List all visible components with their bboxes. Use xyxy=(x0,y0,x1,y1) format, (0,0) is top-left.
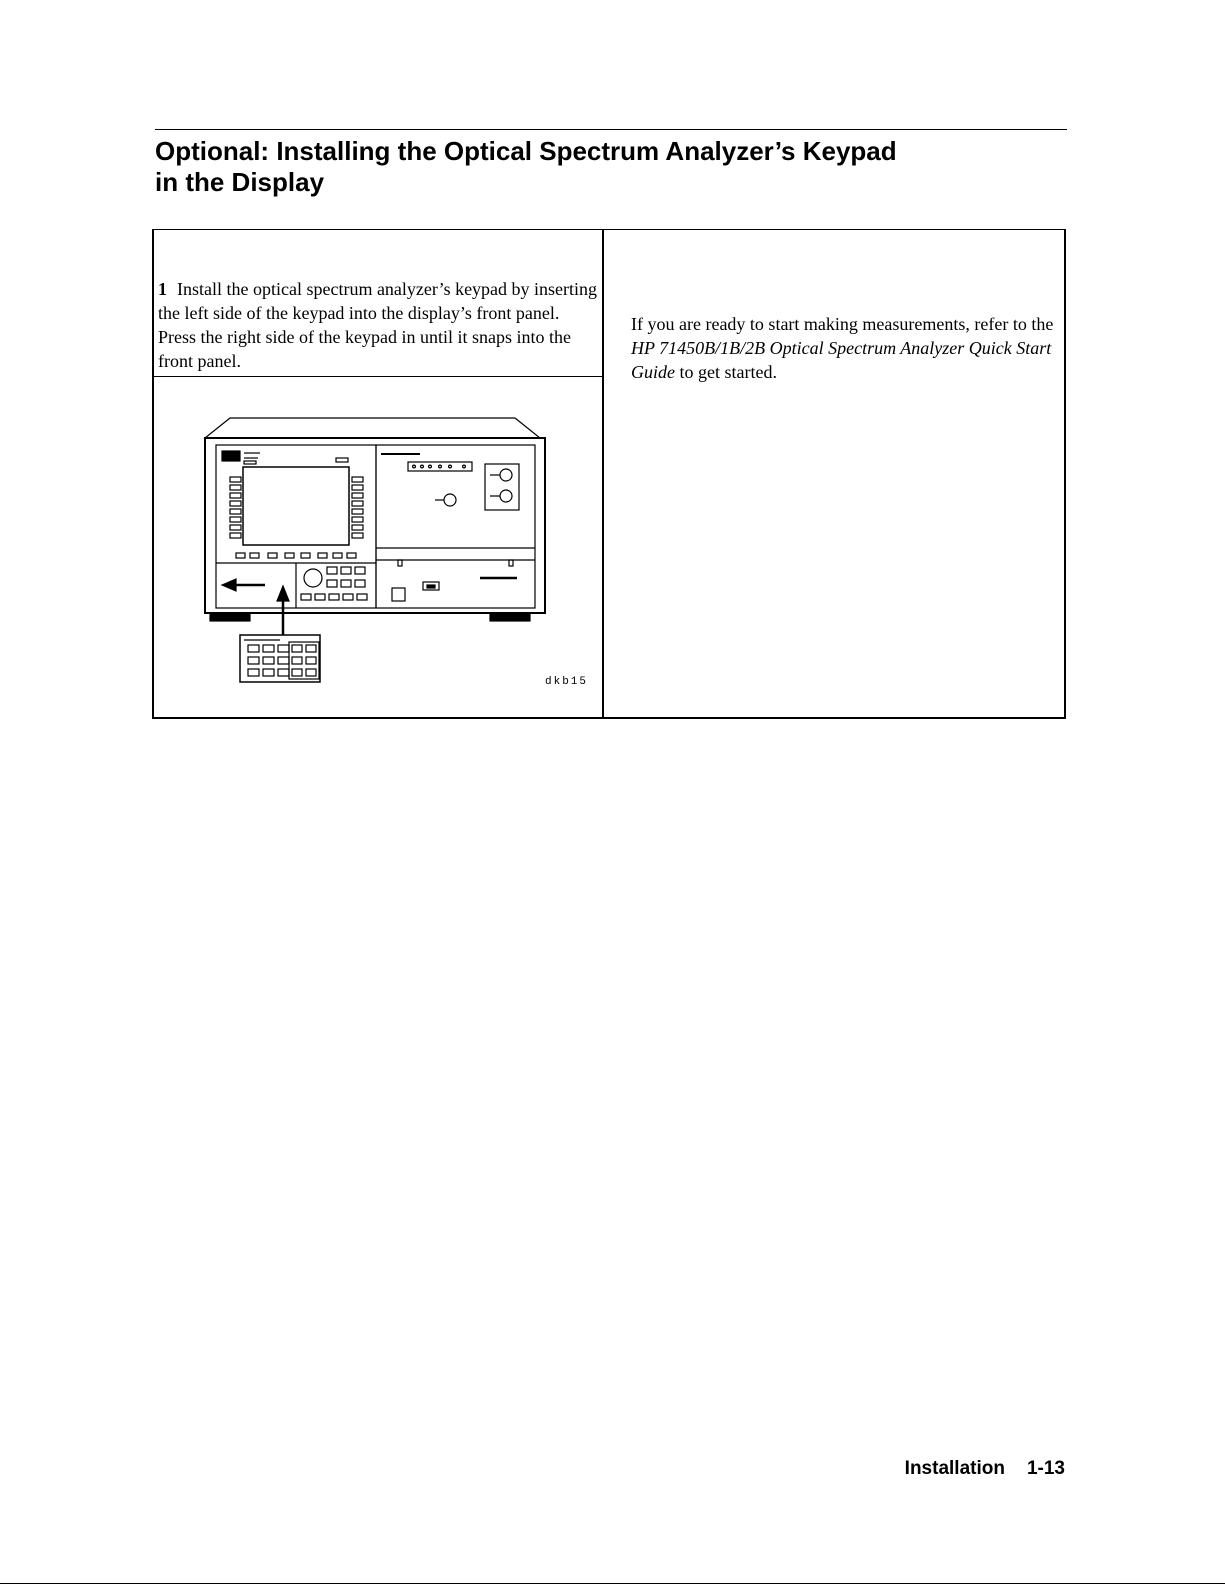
step-text: Install the optical spectrum analyzer’s keypad by inserting the left side of the keypad into the display’s front panel. Press the right side of the keypad in until it snaps into the front panel. xyxy=(158,279,598,371)
footer-section: Installation xyxy=(904,1458,1005,1479)
page-title xyxy=(155,136,897,198)
instrument-keypad-installation-illustration xyxy=(170,405,590,695)
top-rule xyxy=(155,129,1067,130)
page-title-line-1: Optional: Installing the Optical Spectrum Analyzer’s Keypad xyxy=(155,136,897,166)
bottom-rule xyxy=(0,1583,1225,1584)
quick-start-guide-title: HP 71450B/1B/2B Optical Spectrum Analyzer Quick Start Guide xyxy=(631,338,1052,382)
step-number: 1 xyxy=(158,279,167,299)
note-text-end: to get started. xyxy=(675,362,777,382)
figure-id: dkb15 xyxy=(545,676,589,688)
page-title-line-2: in the Display xyxy=(155,167,325,197)
next-step-note xyxy=(631,312,1056,384)
page-footer xyxy=(905,1458,1065,1480)
note-text-start: If you are ready to start making measurements, refer to the xyxy=(631,314,1054,334)
page-number: 1-13 xyxy=(1026,1458,1065,1479)
step-1 xyxy=(158,277,598,373)
